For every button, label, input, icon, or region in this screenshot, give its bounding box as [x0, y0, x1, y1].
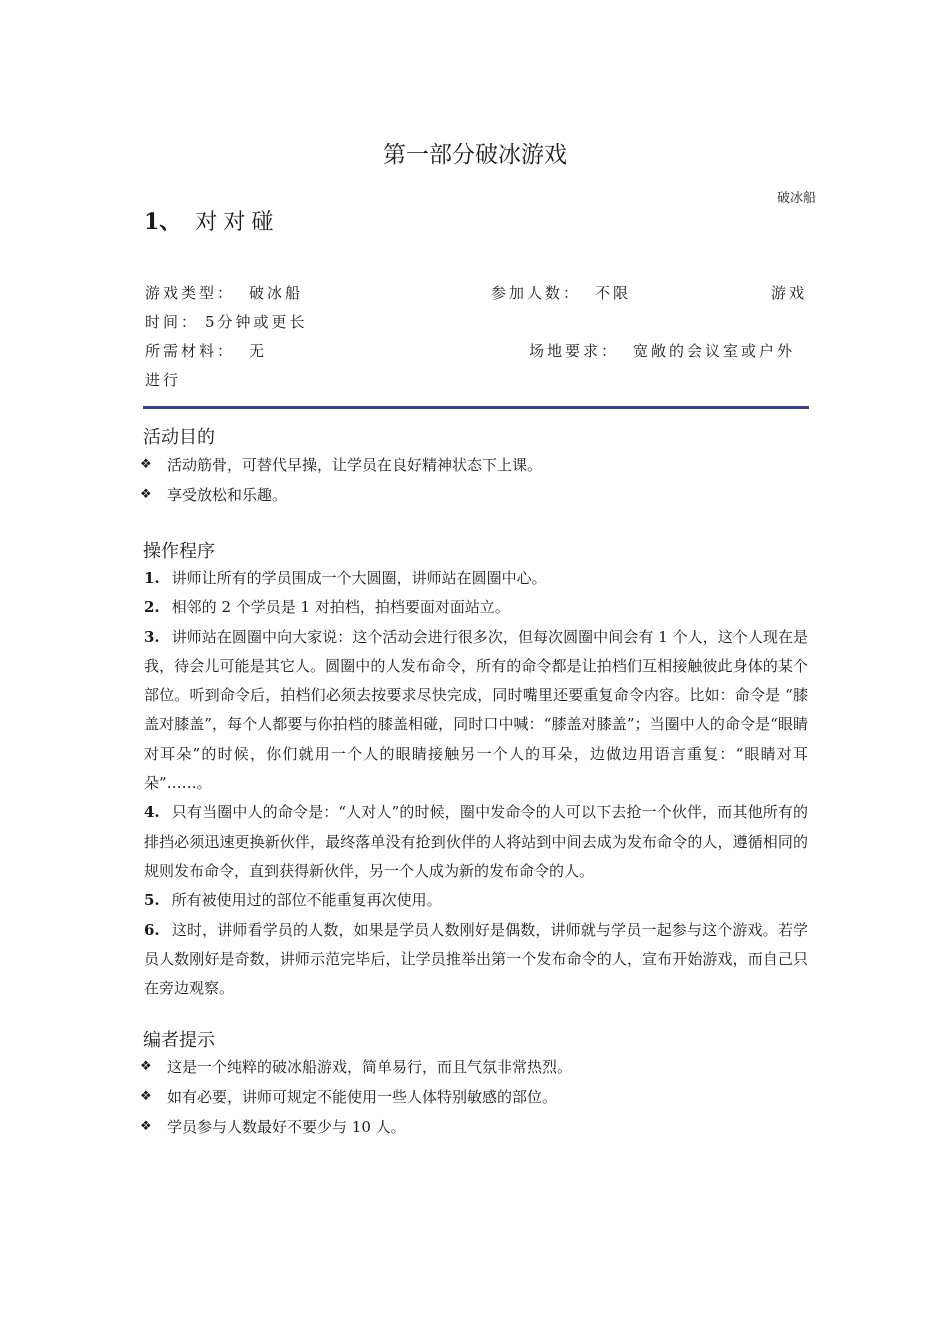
tips-heading: 编者提示 — [143, 1030, 215, 1051]
diamond-bullet-icon: ❖ — [140, 457, 152, 472]
procedure-heading: 操作程序 — [143, 541, 215, 562]
list-item: ❖ 如有必要，讲师可规定不能使用一些人体特别敏感的部位。 — [140, 1082, 810, 1112]
list-item: ❖ 这是一个纯粹的破冰船游戏，简单易行，而且气氛非常热烈。 — [140, 1052, 810, 1082]
list-item: ❖ 享受放松和乐趣。 — [140, 480, 810, 510]
time-value: 5分钟或更长 — [205, 313, 308, 331]
step-item: 5. 所有被使用过的部位不能重复再次使用。 — [144, 891, 442, 910]
materials-label: 所需材料： — [145, 342, 236, 360]
materials-value: 无 — [249, 342, 268, 360]
section-divider — [143, 406, 809, 409]
game-meta — [145, 279, 807, 395]
page-title: 第一部分破冰游戏 — [383, 142, 567, 168]
people-label: 参加人数： — [491, 284, 582, 302]
type-label: 游戏类型： — [145, 284, 236, 302]
list-item: ❖ 活动筋骨，可替代早操，让学员在良好精神状态下上课。 — [140, 450, 810, 480]
purpose-heading: 活动目的 — [143, 427, 215, 448]
time-label-part1: 游戏 — [770, 284, 807, 302]
diamond-bullet-icon: ❖ — [140, 487, 152, 502]
game-title — [144, 205, 279, 236]
game-number: 1、 — [144, 209, 182, 235]
diamond-bullet-icon: ❖ — [140, 1089, 152, 1104]
type-value: 破冰船 — [249, 284, 304, 302]
tips-list — [140, 1052, 810, 1142]
step-item: 3. 讲师站在圆圈中向大家说：这个活动会进行很多次，但每次圆圈中间会有 1 个人，这个人现在是我，待会儿可能是其它人。圆圈中的人发布命令，所有的命令都是让拍档们互相接触彼此身体的某个部位。听到命令后，拍档们必须去按要求尽快完成，同时嘴里还要重复命令内容。比如：命令是 “膝盖对膝盖”，每个人都要与你拍档的膝盖相碰，同时口中喊：“膝盖对膝盖”；当圈中人的命令是“眼睛对耳朵”的时候，你们就用一个人的眼睛接触另一个人的耳朵，边做边用语言重复：“眼睛对耳朵”……。 — [144, 627, 808, 793]
category-tag: 破冰船 — [776, 191, 816, 206]
meta-row-3 — [145, 337, 807, 366]
diamond-bullet-icon: ❖ — [140, 1059, 152, 1074]
step-item: 4. 只有当圈中人的命令是：“人对人”的时候，圈中发命令的人可以下去抢一个伙伴，而其他所有的排挡必须迅速更换新伙伴，最终落单没有抢到伙伴的人将站到中间去成为发布命令的人，遵循相同的规则发布命令，直到获得新伙伴，另一个人成为新的发布命令的人。 — [144, 803, 808, 880]
step-item: 6. 这时，讲师看学员的人数，如果是学员人数刚好是偶数，讲师就与学员一起参与这个游戏。若学员人数刚好是奇数，讲师示范完毕后，让学员推举出第一个发布命令的人，宣布开始游戏，而自己只在旁边观察。 — [144, 920, 808, 998]
purpose-list — [140, 450, 810, 510]
diamond-bullet-icon: ❖ — [140, 1119, 152, 1134]
venue-value-part2: 进行 — [145, 371, 182, 389]
time-label-part2: 时间： — [145, 313, 200, 331]
venue-value-part1: 宽敞的会议室或户外 — [633, 342, 796, 360]
step-item: 2. 相邻的 2 个学员是 1 对拍档，拍档要面对面站立。 — [144, 598, 510, 617]
procedure-steps — [140, 564, 808, 1003]
meta-row-2 — [145, 308, 807, 337]
venue-label: 场地要求： — [529, 342, 620, 360]
meta-row-1 — [145, 279, 807, 308]
step-item: 1. 讲师让所有的学员围成一个大圆圈，讲师站在圆圈中心。 — [144, 569, 547, 587]
people-value: 不限 — [595, 284, 632, 302]
list-item: ❖ 学员参与人数最好不要少与 10 人。 — [140, 1112, 810, 1142]
meta-row-4 — [145, 366, 807, 395]
game-name: 对对碰 — [195, 210, 280, 235]
